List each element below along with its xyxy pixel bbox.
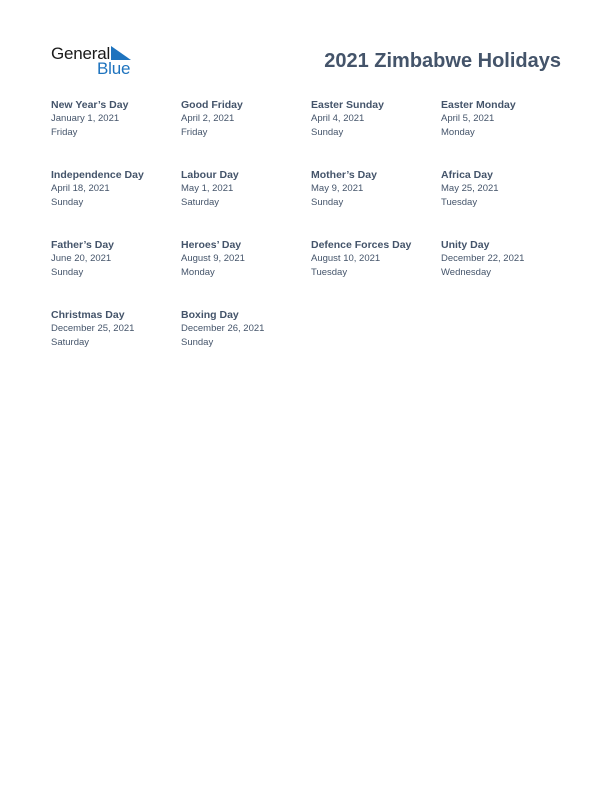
holiday-entry [441, 98, 571, 168]
holiday-name: Independence Day [51, 169, 144, 181]
generalblue-logo [51, 44, 141, 78]
holiday-entry [441, 168, 571, 238]
holiday-date: May 9, 2021 [311, 183, 364, 194]
holiday-name: Good Friday [181, 99, 243, 111]
holiday-entry [311, 238, 441, 308]
logo-triangle-icon [111, 46, 131, 60]
holiday-entry [181, 168, 311, 238]
holiday-name: Father’s Day [51, 239, 115, 251]
holiday-weekday: Saturday [181, 196, 220, 208]
holiday-date: December 22, 2021 [441, 253, 525, 264]
holiday-date: April 5, 2021 [441, 113, 495, 124]
holiday-date: January 1, 2021 [51, 113, 120, 124]
holiday-weekday: Friday [51, 126, 78, 138]
holiday-name: Labour Day [181, 169, 239, 181]
holiday-date: August 9, 2021 [181, 253, 245, 264]
holiday-entry [441, 238, 571, 308]
logo-word-blue: Blue [97, 59, 131, 78]
holiday-date: April 2, 2021 [181, 113, 235, 124]
holiday-weekday: Friday [181, 126, 208, 138]
holiday-entry [181, 98, 311, 168]
holiday-name: Unity Day [441, 239, 490, 251]
holiday-weekday: Tuesday [441, 196, 478, 208]
holiday-date: May 25, 2021 [441, 183, 499, 194]
holiday-name: Boxing Day [181, 309, 239, 321]
holiday-entry [51, 98, 181, 168]
holiday-name: Mother’s Day [311, 169, 377, 181]
holiday-name: Easter Monday [441, 99, 516, 111]
holiday-weekday: Monday [441, 126, 475, 138]
holiday-date: April 18, 2021 [51, 183, 110, 194]
holiday-weekday: Tuesday [311, 266, 348, 278]
holiday-weekday: Saturday [51, 336, 90, 348]
holiday-entry [181, 238, 311, 308]
holiday-entry [51, 168, 181, 238]
holiday-date: June 20, 2021 [51, 253, 112, 264]
holiday-entry [311, 98, 441, 168]
holiday-date: May 1, 2021 [181, 183, 234, 194]
holiday-name: Heroes’ Day [181, 239, 242, 251]
holiday-grid [51, 98, 571, 378]
holiday-name: Defence Forces Day [311, 239, 412, 251]
holiday-name: Christmas Day [51, 309, 125, 321]
holiday-entry [51, 308, 181, 378]
holiday-weekday: Wednesday [441, 266, 491, 278]
holiday-entry [51, 238, 181, 308]
holiday-entry [311, 168, 441, 238]
holiday-weekday: Sunday [51, 266, 84, 278]
holiday-weekday: Monday [181, 266, 215, 278]
holiday-date: April 4, 2021 [311, 113, 365, 124]
holiday-entry [181, 308, 311, 378]
holiday-weekday: Sunday [311, 126, 344, 138]
holiday-name: New Year’s Day [51, 99, 129, 111]
holiday-weekday: Sunday [311, 196, 344, 208]
holiday-date: August 10, 2021 [311, 253, 381, 264]
page-title: 2021 Zimbabwe Holidays [324, 50, 561, 72]
holiday-date: December 25, 2021 [51, 323, 135, 334]
logo-word-general: General [51, 44, 111, 63]
holiday-name: Easter Sunday [311, 99, 384, 111]
holiday-weekday: Sunday [181, 336, 214, 348]
holiday-date: December 26, 2021 [181, 323, 265, 334]
holiday-name: Africa Day [441, 169, 493, 181]
holiday-weekday: Sunday [51, 196, 84, 208]
